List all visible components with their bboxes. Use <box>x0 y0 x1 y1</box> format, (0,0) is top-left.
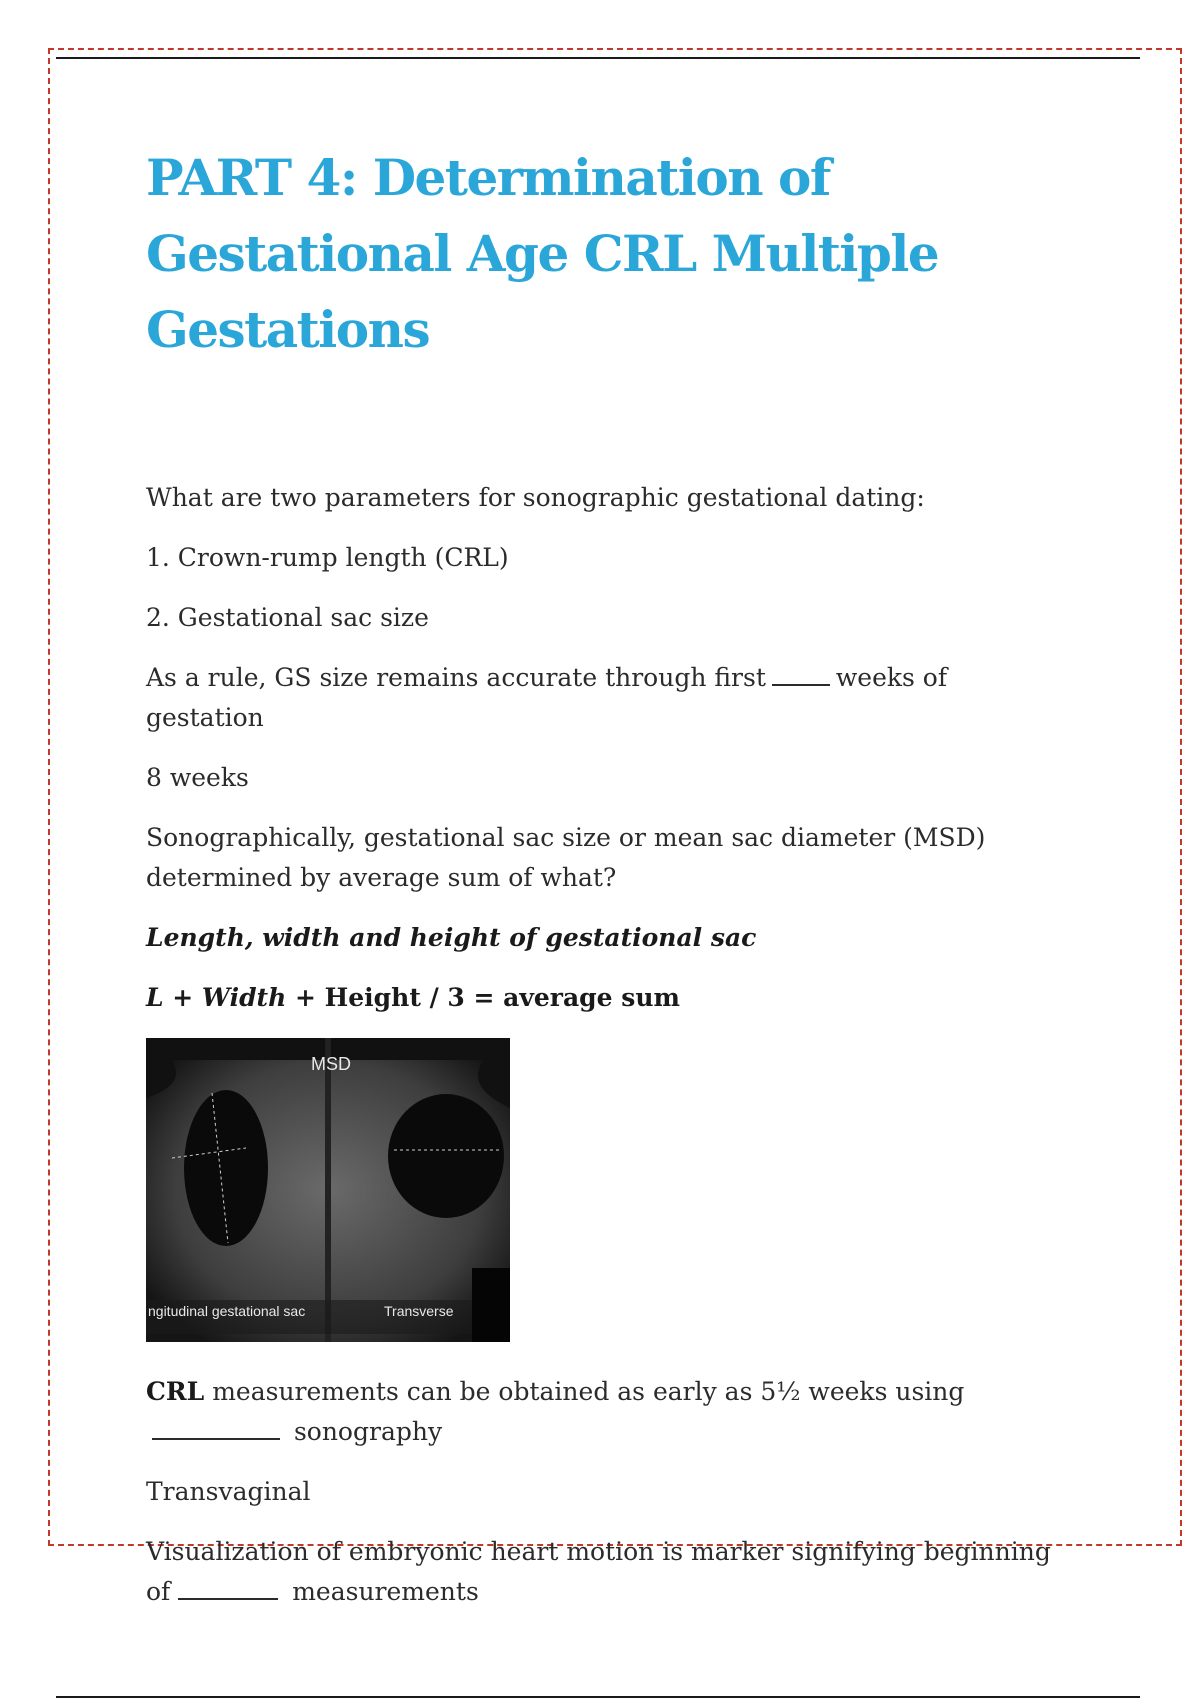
msd-formula <box>146 978 1066 1018</box>
answer-crl: 1. Crown-rump length (CRL) <box>146 543 509 572</box>
question-crl-timing-text: measurements can be obtained as early as 5½ weeks using <box>212 1377 965 1406</box>
study-questions <box>146 478 1066 1612</box>
ultrasound-image <box>146 1038 510 1342</box>
msd-formula-l: L + Width + <box>146 983 316 1012</box>
question-parameters: What are two parameters for sonographic gestational dating: <box>146 483 925 512</box>
document-content <box>146 140 1066 1632</box>
scan-readout-box <box>472 1268 510 1342</box>
fill-blank <box>178 1572 278 1600</box>
header-rule <box>56 57 1140 59</box>
msd-formula-rest: Height / 3 = average sum <box>324 983 680 1012</box>
answer-gs-size: 2. Gestational sac size <box>146 603 429 632</box>
gestational-sac-transverse <box>388 1094 504 1218</box>
answer-8-weeks: 8 weeks <box>146 763 249 792</box>
answer-msd: Length, width and height of gestational sac <box>146 923 757 952</box>
fill-blank <box>772 658 830 686</box>
crl-term: CRL <box>146 1377 205 1406</box>
ultrasound-graphic <box>146 1038 510 1342</box>
footer-rule <box>56 1696 1140 1698</box>
gestational-sac-longitudinal <box>184 1090 268 1246</box>
answer-transvaginal: Transvaginal <box>146 1477 311 1506</box>
question-heart-motion <box>146 1532 1066 1612</box>
question-crl-timing <box>146 1372 1066 1452</box>
question-heart-motion-post: measurements <box>292 1577 479 1606</box>
msd-label: MSD <box>311 1054 351 1074</box>
transverse-label: Transverse <box>384 1303 454 1319</box>
question-msd: Sonographically, gestational sac size or mean sac diameter (MSD) determined by average sum of what? <box>146 823 986 892</box>
page-title: PART 4: Determination of Gestational Age CRL Multiple Gestations <box>146 148 939 359</box>
question-crl-timing-post: sonography <box>293 1417 443 1446</box>
question-gs-accuracy-pre: As a rule, GS size remains accurate through first <box>146 663 766 692</box>
longitudinal-label: ngitudinal gestational sac <box>148 1303 306 1319</box>
question-heart-motion-text: Visualization of embryonic heart motion is marker signifying beginning of <box>146 1537 1051 1606</box>
question-gs-accuracy-post: weeks of gestation <box>146 663 948 732</box>
fill-blank <box>152 1412 280 1440</box>
question-gs-accuracy <box>146 658 1066 738</box>
